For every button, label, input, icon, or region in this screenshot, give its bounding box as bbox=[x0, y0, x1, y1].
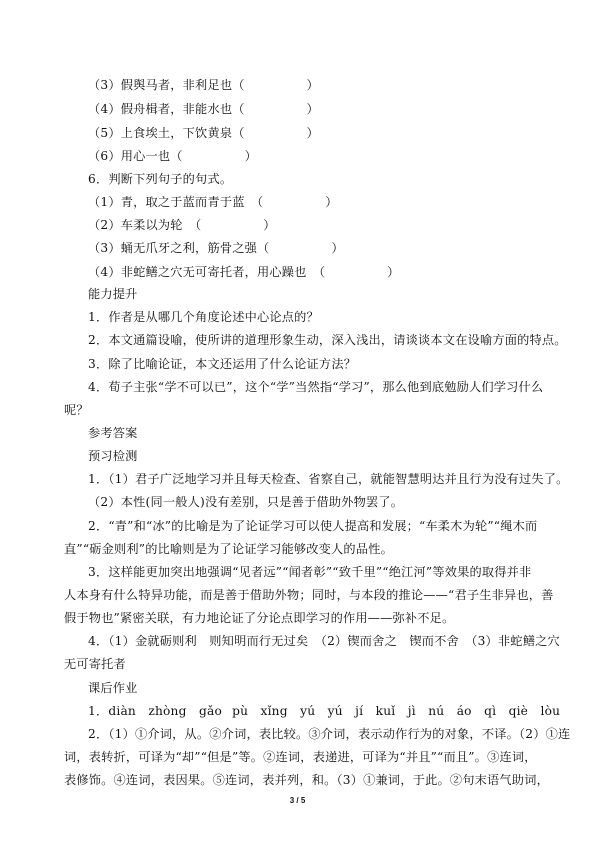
text-line: 无可寄托者 bbox=[64, 657, 126, 671]
text-line: 假于物也”紧密关联，有力地论证了分论点即学习的作用——弥补不足。 bbox=[64, 611, 455, 625]
text-line: （3）蛹无爪牙之利，筋骨之强（ ） bbox=[88, 241, 344, 255]
text-line: （2）车柔以为轮 （ ） bbox=[88, 218, 276, 232]
text-line: 1．作者是从哪几个角度论述中心论点的？ bbox=[88, 310, 319, 324]
text-line: 3．除了比喻论证，本文还运用了什么论证方法？ bbox=[88, 357, 357, 371]
text-line: （6）用心一也（ ） bbox=[88, 149, 257, 163]
text-line: 1．（1）君子广泛地学习并且每天检查、省察自己，就能智慧明达并且行为没有过失了。 bbox=[88, 472, 569, 486]
section-heading: 预习检测 bbox=[88, 449, 138, 463]
text-line: 3．这样能更加突出地强调“见者远”“闻者彰”“致千里”“绝江河”等效果的取得并非 bbox=[88, 565, 532, 579]
text-line: 1．diàn zhòng gǎo pù xǐng yú yú jí kuǐ jì nú áo qì qiè lòu bbox=[88, 704, 561, 718]
section-heading: 能力提升 bbox=[88, 287, 138, 301]
text-line: 表修饰。④连词，表因果。⑤连词，表并列，和。（3）①兼词，于此。②句末语气助词， bbox=[64, 773, 549, 787]
text-line: 2．本文通篇设喻，使所讲的道理形象生动，深入浅出，请谈谈本文在设喻方面的特点。 bbox=[88, 333, 567, 347]
text-line: 词，表转折，可译为“却”“但是”等。②连词，表递进，可译为“并且”“而且”。③连词， bbox=[64, 750, 537, 764]
text-line: 人本身有什么特异功能，而是善于借助外物；同时，与本段的推论——“君子生非异也，善 bbox=[64, 588, 554, 602]
text-line: 直”“砺金则利”的比喻则是为了论证学习能够改变人的品性。 bbox=[64, 542, 393, 556]
section-heading: 参考答案 bbox=[88, 426, 138, 440]
text-line: 4．（1）金就砺则利 则知明而行无过矣 （2）锲而舍之 锲而不舍 （3）非蛇鳝之穴 bbox=[88, 634, 560, 648]
text-line: 呢？ bbox=[64, 403, 89, 417]
question-heading: 6．判断下列句子的句式。 bbox=[88, 172, 233, 186]
text-line: 4．荀子主张“学不可以已”，这个“学”当然指“学习”，那么他到底勉励人们学习什么 bbox=[88, 380, 544, 394]
text-line: （1）青，取之于蓝而青于蓝 （ ） bbox=[88, 195, 338, 209]
text-line: 2．（1）①介词，从。②介词，表比较。③介词，表示动作行为的对象，不译。（2）①连 bbox=[88, 727, 571, 741]
text-line: （4）假舟楫者，非能水也（ ） bbox=[88, 102, 319, 116]
text-line: 2．“青”和“冰”的比喻是为了论证学习可以使人提高和发展；“车柔木为轮”“绳木而 bbox=[88, 519, 538, 533]
section-heading: 课后作业 bbox=[88, 681, 138, 695]
text-line: （4）非蛇鳝之穴无可寄托者，用心躁也 （ ） bbox=[88, 265, 400, 279]
text-line: （5）上食埃土，下饮黄泉（ ） bbox=[88, 126, 319, 140]
text-line: （2）本性(同一般人)没有差别，只是善于借助外物罢了。 bbox=[88, 495, 404, 509]
page-number: 3 / 5 bbox=[289, 796, 306, 805]
text-line: （3）假舆马者，非利足也（ ） bbox=[88, 78, 319, 92]
